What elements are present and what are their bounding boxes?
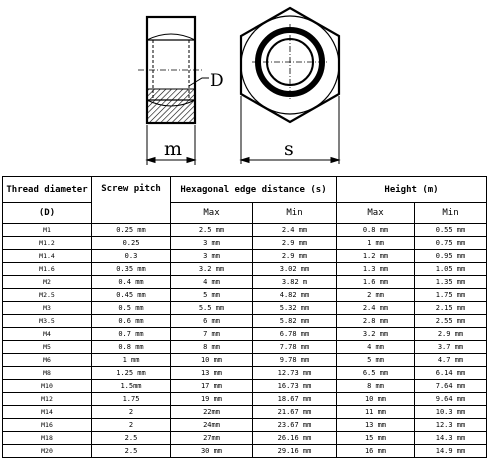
header-m-max: Max: [337, 203, 415, 224]
cell-m-max: 1.6 mm: [337, 276, 415, 289]
cell-m-max: 11 mm: [337, 406, 415, 419]
cell-m-min: 1.35 mm: [415, 276, 487, 289]
cell-screw-pitch: 1.25 mm: [92, 367, 171, 380]
table-row: [3, 263, 487, 276]
subheader-row: [3, 203, 487, 224]
cell-m-max: 1.3 mm: [337, 263, 415, 276]
cell-s-max: 24mm: [171, 419, 253, 432]
table-row: [3, 237, 487, 250]
header-hex-edge-distance: Hexagonal edge distance (s): [171, 177, 337, 203]
cell-s-max: 19 mm: [171, 393, 253, 406]
header-height: Height (m): [337, 177, 487, 203]
cell-s-max: 17 mm: [171, 380, 253, 393]
cell-m-min: 2.15 mm: [415, 302, 487, 315]
cell-s-min: 9.78 mm: [253, 354, 337, 367]
cell-s-max: 5.5 mm: [171, 302, 253, 315]
cell-s-min: 16.73 mm: [253, 380, 337, 393]
cell-m-min: 14.3 mm: [415, 432, 487, 445]
cell-thread-diameter: M20: [3, 445, 92, 458]
cell-m-max: 8 mm: [337, 380, 415, 393]
cell-s-max: 8 mm: [171, 341, 253, 354]
cell-screw-pitch: 2.5: [92, 432, 171, 445]
cell-s-min: 12.73 mm: [253, 367, 337, 380]
table-row: [3, 445, 487, 458]
cell-thread-diameter: M12: [3, 393, 92, 406]
table-row: [3, 250, 487, 263]
cell-screw-pitch: 0.6 mm: [92, 315, 171, 328]
cell-s-min: 3.02 mm: [253, 263, 337, 276]
cell-m-max: 16 mm: [337, 445, 415, 458]
cell-screw-pitch: 2: [92, 406, 171, 419]
table-row: [3, 380, 487, 393]
table-row: [3, 289, 487, 302]
cell-s-max: 2.5 mm: [171, 224, 253, 237]
cell-s-min: 4.82 mm: [253, 289, 337, 302]
cell-screw-pitch: 0.45 mm: [92, 289, 171, 302]
cell-m-min: 4.7 mm: [415, 354, 487, 367]
cell-screw-pitch: 1.5mm: [92, 380, 171, 393]
cell-m-max: 2.8 mm: [337, 315, 415, 328]
cell-s-max: 6 mm: [171, 315, 253, 328]
cell-m-max: 10 mm: [337, 393, 415, 406]
table-row: [3, 328, 487, 341]
cell-s-min: 26.16 mm: [253, 432, 337, 445]
cell-s-min: 7.78 mm: [253, 341, 337, 354]
cell-thread-diameter: M14: [3, 406, 92, 419]
header-thread-diameter: Thread diameter: [3, 177, 92, 203]
cell-m-max: 13 mm: [337, 419, 415, 432]
cell-thread-diameter: M3: [3, 302, 92, 315]
cell-m-min: 2.55 mm: [415, 315, 487, 328]
cell-thread-diameter: M1: [3, 224, 92, 237]
cell-screw-pitch: 2.5: [92, 445, 171, 458]
cell-s-max: 3.2 mm: [171, 263, 253, 276]
cell-m-min: 1.75 mm: [415, 289, 487, 302]
cell-s-min: 6.78 mm: [253, 328, 337, 341]
cell-thread-diameter: M1.4: [3, 250, 92, 263]
hex-nut-drawing: [0, 0, 488, 175]
cell-m-min: 9.64 mm: [415, 393, 487, 406]
cell-m-max: 0.8 mm: [337, 224, 415, 237]
drawing-label-s: s: [284, 138, 294, 160]
cell-thread-diameter: M18: [3, 432, 92, 445]
cell-m-min: 10.3 mm: [415, 406, 487, 419]
cell-s-min: 23.67 mm: [253, 419, 337, 432]
cell-screw-pitch: 0.35 mm: [92, 263, 171, 276]
header-screw-pitch: Screw pitch: [92, 177, 171, 224]
table-row: [3, 432, 487, 445]
nut-side-view: [138, 17, 209, 123]
cell-s-max: 4 mm: [171, 276, 253, 289]
cell-s-max: 22mm: [171, 406, 253, 419]
cell-m-min: 2.9 mm: [415, 328, 487, 341]
cell-screw-pitch: 0.25: [92, 237, 171, 250]
cell-thread-diameter: M1.2: [3, 237, 92, 250]
cell-m-min: 0.95 mm: [415, 250, 487, 263]
cell-m-min: 0.55 mm: [415, 224, 487, 237]
cell-m-max: 2 mm: [337, 289, 415, 302]
cell-m-max: 4 mm: [337, 341, 415, 354]
table-row: [3, 406, 487, 419]
cell-m-min: 3.7 mm: [415, 341, 487, 354]
cell-screw-pitch: 0.4 mm: [92, 276, 171, 289]
cell-s-min: 5.82 mm: [253, 315, 337, 328]
table-row: [3, 341, 487, 354]
header-s-min: Min: [253, 203, 337, 224]
cell-s-max: 10 mm: [171, 354, 253, 367]
cell-screw-pitch: 0.8 mm: [92, 341, 171, 354]
cell-screw-pitch: 0.7 mm: [92, 328, 171, 341]
cell-thread-diameter: M4: [3, 328, 92, 341]
cell-s-max: 3 mm: [171, 250, 253, 263]
header-row: [3, 177, 487, 203]
table-row: [3, 224, 487, 237]
table-row: [3, 302, 487, 315]
cell-m-min: 6.14 mm: [415, 367, 487, 380]
cell-thread-diameter: M2.5: [3, 289, 92, 302]
cell-thread-diameter: M6: [3, 354, 92, 367]
cell-screw-pitch: 1.75: [92, 393, 171, 406]
table-row: [3, 419, 487, 432]
thread-hatch: [148, 89, 194, 122]
cell-m-max: 3.2 mm: [337, 328, 415, 341]
table-row: [3, 276, 487, 289]
table-row: [3, 367, 487, 380]
header-s-max: Max: [171, 203, 253, 224]
drawing-label-m: m: [164, 138, 183, 160]
cell-m-min: 14.9 mm: [415, 445, 487, 458]
cell-m-max: 6.5 mm: [337, 367, 415, 380]
cell-m-min: 1.05 mm: [415, 263, 487, 276]
cell-s-max: 3 mm: [171, 237, 253, 250]
cell-m-min: 0.75 mm: [415, 237, 487, 250]
cell-s-min: 2.4 mm: [253, 224, 337, 237]
nut-spec-table: [2, 176, 487, 458]
cell-s-min: 18.67 mm: [253, 393, 337, 406]
cell-m-max: 15 mm: [337, 432, 415, 445]
cell-s-min: 2.9 mm: [253, 250, 337, 263]
nut-top-view: [241, 8, 339, 122]
table-row: [3, 354, 487, 367]
cell-s-min: 5.32 mm: [253, 302, 337, 315]
cell-m-max: 5 mm: [337, 354, 415, 367]
cell-thread-diameter: M16: [3, 419, 92, 432]
table-row: [3, 315, 487, 328]
cell-s-max: 30 mm: [171, 445, 253, 458]
cell-screw-pitch: 1 mm: [92, 354, 171, 367]
header-thread-diameter-unit: (D): [3, 203, 92, 224]
cell-thread-diameter: M8: [3, 367, 92, 380]
cell-screw-pitch: 0.5 mm: [92, 302, 171, 315]
cell-thread-diameter: M1.6: [3, 263, 92, 276]
cell-screw-pitch: 0.25 mm: [92, 224, 171, 237]
cell-screw-pitch: 2: [92, 419, 171, 432]
cell-thread-diameter: M2: [3, 276, 92, 289]
cell-m-max: 1 mm: [337, 237, 415, 250]
cell-s-max: 13 mm: [171, 367, 253, 380]
cell-s-min: 3.82 m: [253, 276, 337, 289]
cell-s-max: 7 mm: [171, 328, 253, 341]
drawing-label-d: D: [210, 71, 224, 91]
cell-m-max: 1.2 mm: [337, 250, 415, 263]
table-row: [3, 393, 487, 406]
cell-m-max: 2.4 mm: [337, 302, 415, 315]
cell-thread-diameter: M3.5: [3, 315, 92, 328]
cell-thread-diameter: M10: [3, 380, 92, 393]
cell-screw-pitch: 0.3: [92, 250, 171, 263]
cell-m-min: 7.64 mm: [415, 380, 487, 393]
header-m-min: Min: [415, 203, 487, 224]
cell-thread-diameter: M5: [3, 341, 92, 354]
cell-m-min: 12.3 mm: [415, 419, 487, 432]
cell-s-max: 5 mm: [171, 289, 253, 302]
cell-s-min: 29.16 mm: [253, 445, 337, 458]
cell-s-min: 2.9 mm: [253, 237, 337, 250]
cell-s-min: 21.67 mm: [253, 406, 337, 419]
cell-s-max: 27mm: [171, 432, 253, 445]
